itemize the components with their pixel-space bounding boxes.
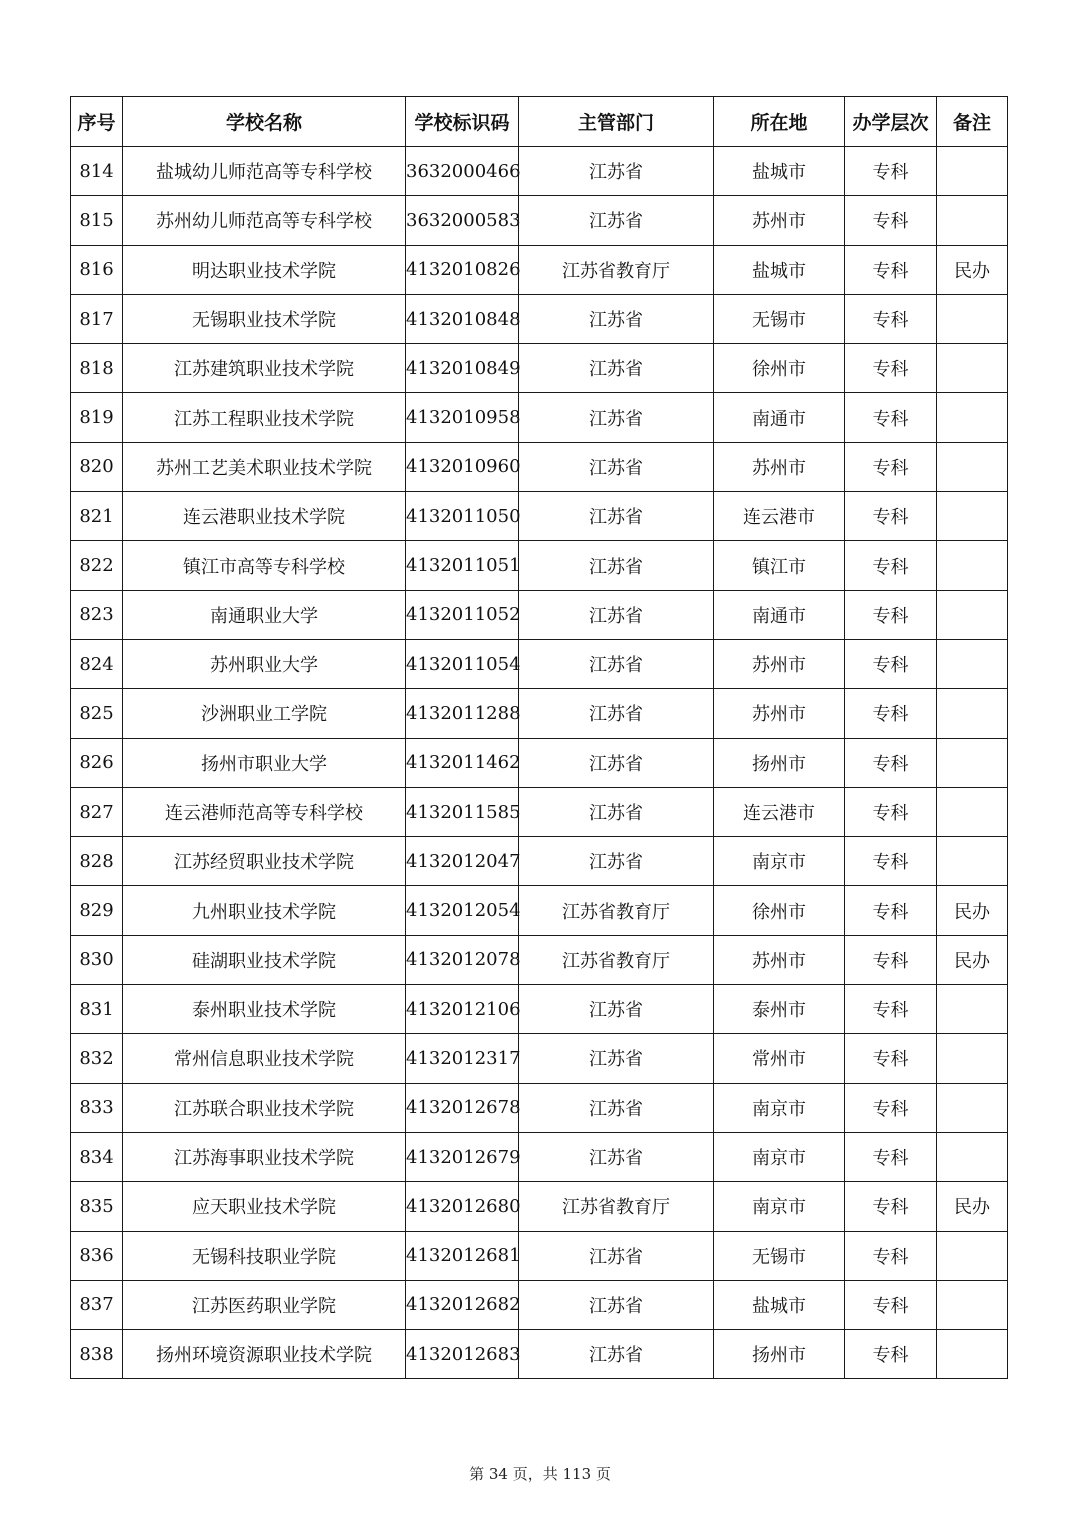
cell-school-code: 4132012678 [406,1083,519,1132]
cell-remarks [937,344,1008,393]
cell-remarks [937,294,1008,343]
cell-remarks [937,985,1008,1034]
cell-department: 江苏省 [519,590,714,639]
cell-school-name: 应天职业技术学院 [123,1182,406,1231]
cell-level: 专科 [845,837,937,886]
cell-school-name: 江苏医药职业学院 [123,1280,406,1329]
cell-remarks [937,393,1008,442]
table-row [71,1231,1008,1280]
cell-department: 江苏省 [519,294,714,343]
cell-level: 专科 [845,294,937,343]
cell-index: 833 [71,1083,123,1132]
cell-level: 专科 [845,196,937,245]
cell-school-name: 连云港职业技术学院 [123,492,406,541]
cell-location: 南京市 [714,1083,845,1132]
cell-location: 无锡市 [714,294,845,343]
cell-remarks [937,442,1008,491]
cell-school-code: 4132010848 [406,294,519,343]
cell-remarks: 民办 [937,1182,1008,1231]
cell-remarks [937,1083,1008,1132]
cell-school-code: 4132011050 [406,492,519,541]
table-row [71,492,1008,541]
cell-level: 专科 [845,245,937,294]
cell-index: 826 [71,738,123,787]
cell-school-code: 4132012683 [406,1330,519,1379]
cell-index: 830 [71,935,123,984]
cell-location: 苏州市 [714,442,845,491]
cell-index: 823 [71,590,123,639]
cell-index: 834 [71,1132,123,1181]
table-header-row [71,97,1008,147]
cell-department: 江苏省 [519,1330,714,1379]
cell-school-name: 南通职业大学 [123,590,406,639]
cell-remarks [937,590,1008,639]
cell-location: 苏州市 [714,639,845,688]
cell-department: 江苏省 [519,442,714,491]
cell-school-name: 硅湖职业技术学院 [123,935,406,984]
cell-location: 泰州市 [714,985,845,1034]
cell-index: 835 [71,1182,123,1231]
cell-location: 扬州市 [714,1330,845,1379]
cell-school-code: 3632000466 [406,147,519,196]
cell-remarks [937,492,1008,541]
cell-location: 南通市 [714,393,845,442]
cell-location: 连云港市 [714,787,845,836]
table-row [71,837,1008,886]
cell-department: 江苏省 [519,344,714,393]
cell-department: 江苏省 [519,985,714,1034]
cell-remarks [937,1231,1008,1280]
page-number: 第 34 页，共 113 页 [469,1465,611,1483]
cell-location: 镇江市 [714,541,845,590]
cell-index: 814 [71,147,123,196]
table-row [71,787,1008,836]
cell-index: 824 [71,639,123,688]
cell-department: 江苏省 [519,196,714,245]
table-row [71,886,1008,935]
cell-remarks [937,196,1008,245]
cell-level: 专科 [845,689,937,738]
cell-school-code: 4132012679 [406,1132,519,1181]
cell-school-code: 4132011585 [406,787,519,836]
cell-remarks: 民办 [937,245,1008,294]
cell-remarks [937,787,1008,836]
cell-level: 专科 [845,787,937,836]
table-row [71,1034,1008,1083]
cell-school-name: 泰州职业技术学院 [123,985,406,1034]
cell-location: 南京市 [714,1182,845,1231]
table-row [71,147,1008,196]
cell-remarks [937,837,1008,886]
table-row [71,639,1008,688]
cell-department: 江苏省 [519,1280,714,1329]
cell-index: 816 [71,245,123,294]
cell-school-code: 4132012054 [406,886,519,935]
cell-level: 专科 [845,1132,937,1181]
cell-school-name: 江苏联合职业技术学院 [123,1083,406,1132]
cell-index: 837 [71,1280,123,1329]
cell-level: 专科 [845,590,937,639]
table-row [71,245,1008,294]
cell-remarks [937,1034,1008,1083]
cell-level: 专科 [845,1231,937,1280]
cell-remarks [937,1280,1008,1329]
cell-department: 江苏省 [519,1083,714,1132]
cell-school-code: 4132011054 [406,639,519,688]
cell-location: 盐城市 [714,1280,845,1329]
cell-school-name: 无锡科技职业学院 [123,1231,406,1280]
table-row [71,935,1008,984]
cell-level: 专科 [845,442,937,491]
cell-department: 江苏省教育厅 [519,245,714,294]
table-row [71,1330,1008,1379]
cell-department: 江苏省 [519,1231,714,1280]
cell-school-code: 4132010826 [406,245,519,294]
cell-school-code: 4132011462 [406,738,519,787]
cell-department: 江苏省教育厅 [519,886,714,935]
cell-school-name: 江苏经贸职业技术学院 [123,837,406,886]
cell-school-code: 4132012680 [406,1182,519,1231]
cell-school-name: 扬州环境资源职业技术学院 [123,1330,406,1379]
cell-school-code: 4132010849 [406,344,519,393]
table-row [71,393,1008,442]
cell-department: 江苏省 [519,837,714,886]
header-level: 办学层次 [845,97,937,147]
cell-department: 江苏省 [519,689,714,738]
cell-remarks [937,1330,1008,1379]
cell-location: 盐城市 [714,245,845,294]
cell-location: 徐州市 [714,886,845,935]
cell-school-name: 明达职业技术学院 [123,245,406,294]
cell-department: 江苏省 [519,1034,714,1083]
cell-level: 专科 [845,393,937,442]
cell-school-code: 4132010958 [406,393,519,442]
cell-level: 专科 [845,886,937,935]
table-row [71,1280,1008,1329]
cell-school-name: 苏州幼儿师范高等专科学校 [123,196,406,245]
cell-department: 江苏省 [519,1132,714,1181]
school-table [70,96,1008,1379]
cell-department: 江苏省 [519,738,714,787]
header-school-code: 学校标识码 [406,97,519,147]
cell-index: 825 [71,689,123,738]
table-row [71,344,1008,393]
cell-location: 苏州市 [714,689,845,738]
header-school-name: 学校名称 [123,97,406,147]
table-body [71,147,1008,1379]
cell-index: 817 [71,294,123,343]
cell-level: 专科 [845,1330,937,1379]
cell-location: 南京市 [714,837,845,886]
cell-remarks: 民办 [937,935,1008,984]
cell-remarks [937,689,1008,738]
cell-department: 江苏省 [519,147,714,196]
cell-school-code: 4132010960 [406,442,519,491]
cell-index: 832 [71,1034,123,1083]
cell-school-code: 4132012682 [406,1280,519,1329]
table-row [71,196,1008,245]
cell-location: 苏州市 [714,196,845,245]
cell-school-code: 3632000583 [406,196,519,245]
cell-index: 821 [71,492,123,541]
cell-index: 838 [71,1330,123,1379]
table-row [71,689,1008,738]
cell-location: 常州市 [714,1034,845,1083]
cell-index: 820 [71,442,123,491]
header-index: 序号 [71,97,123,147]
cell-department: 江苏省 [519,393,714,442]
cell-school-name: 镇江市高等专科学校 [123,541,406,590]
table-row [71,590,1008,639]
cell-location: 苏州市 [714,935,845,984]
cell-remarks [937,541,1008,590]
cell-level: 专科 [845,147,937,196]
cell-school-name: 连云港师范高等专科学校 [123,787,406,836]
cell-department: 江苏省 [519,787,714,836]
cell-location: 无锡市 [714,1231,845,1280]
table-row [71,1083,1008,1132]
cell-level: 专科 [845,1182,937,1231]
cell-index: 831 [71,985,123,1034]
cell-school-name: 沙洲职业工学院 [123,689,406,738]
cell-index: 818 [71,344,123,393]
table-row [71,442,1008,491]
cell-school-name: 江苏建筑职业技术学院 [123,344,406,393]
cell-department: 江苏省教育厅 [519,1182,714,1231]
cell-school-code: 4132012078 [406,935,519,984]
cell-school-name: 九州职业技术学院 [123,886,406,935]
cell-remarks [937,1132,1008,1181]
cell-department: 江苏省 [519,541,714,590]
cell-department: 江苏省 [519,639,714,688]
cell-school-name: 江苏海事职业技术学院 [123,1132,406,1181]
cell-level: 专科 [845,985,937,1034]
cell-school-name: 扬州市职业大学 [123,738,406,787]
cell-school-name: 苏州工艺美术职业技术学院 [123,442,406,491]
table-row [71,1182,1008,1231]
cell-level: 专科 [845,1280,937,1329]
cell-school-name: 无锡职业技术学院 [123,294,406,343]
cell-index: 822 [71,541,123,590]
cell-level: 专科 [845,492,937,541]
cell-school-name: 盐城幼儿师范高等专科学校 [123,147,406,196]
cell-level: 专科 [845,541,937,590]
cell-index: 815 [71,196,123,245]
cell-location: 南通市 [714,590,845,639]
cell-remarks [937,147,1008,196]
cell-department: 江苏省教育厅 [519,935,714,984]
cell-location: 徐州市 [714,344,845,393]
cell-level: 专科 [845,639,937,688]
header-department: 主管部门 [519,97,714,147]
cell-school-code: 4132011052 [406,590,519,639]
cell-level: 专科 [845,1034,937,1083]
table-row [71,294,1008,343]
cell-department: 江苏省 [519,492,714,541]
cell-index: 836 [71,1231,123,1280]
cell-location: 南京市 [714,1132,845,1181]
cell-level: 专科 [845,1083,937,1132]
cell-school-code: 4132012106 [406,985,519,1034]
cell-remarks [937,738,1008,787]
cell-index: 819 [71,393,123,442]
cell-school-code: 4132012681 [406,1231,519,1280]
header-location: 所在地 [714,97,845,147]
cell-remarks: 民办 [937,886,1008,935]
cell-index: 828 [71,837,123,886]
cell-school-name: 苏州职业大学 [123,639,406,688]
cell-school-name: 常州信息职业技术学院 [123,1034,406,1083]
cell-location: 盐城市 [714,147,845,196]
cell-location: 连云港市 [714,492,845,541]
table-row [71,541,1008,590]
header-remarks: 备注 [937,97,1008,147]
cell-remarks [937,639,1008,688]
cell-index: 827 [71,787,123,836]
cell-school-code: 4132012317 [406,1034,519,1083]
cell-school-name: 江苏工程职业技术学院 [123,393,406,442]
cell-level: 专科 [845,344,937,393]
cell-index: 829 [71,886,123,935]
cell-school-code: 4132011051 [406,541,519,590]
cell-school-code: 4132011288 [406,689,519,738]
table-row [71,985,1008,1034]
table-row [71,1132,1008,1181]
table-row [71,738,1008,787]
cell-level: 专科 [845,738,937,787]
cell-level: 专科 [845,935,937,984]
cell-location: 扬州市 [714,738,845,787]
cell-school-code: 4132012047 [406,837,519,886]
